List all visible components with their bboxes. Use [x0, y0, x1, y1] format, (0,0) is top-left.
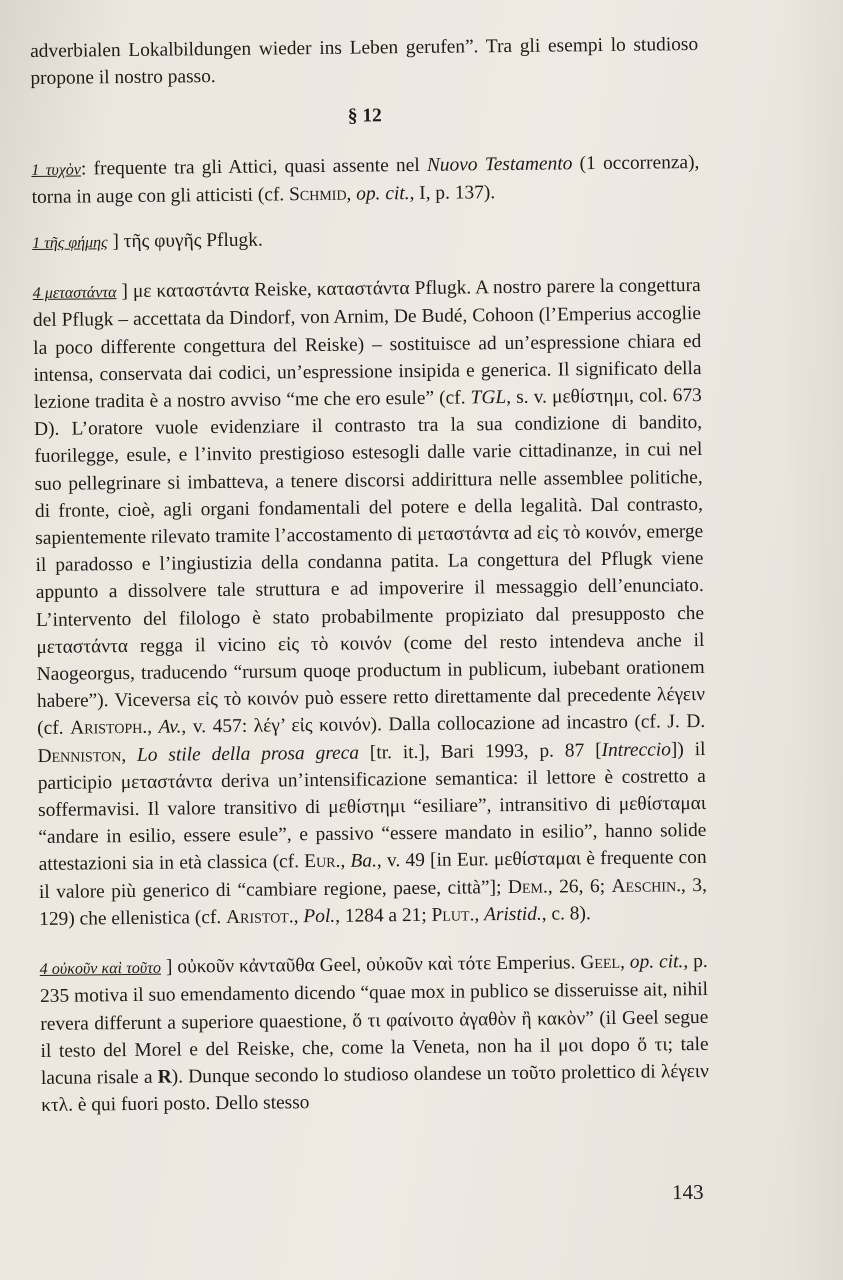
note-oukoun: 4 οὐκοῦν καὶ τοῦτο ] οὐκοῦν κἀνταῦθα Geel, οὐκοῦν καὶ τότε Emperius. Geel, op. cit., p. 235 motiva il suo emendamento dicendo “quae mox in publico se disseruisse ait, nihil revera differunt a superiore quaestione, ὅ τι φαίνοιτο ἀγαθὸν ἢ κακὸν” (il Geel segue il testo del Morel e del Reiske, che, come la Veneta, non ha il μοι dopo ὅ τι; tale lacuna risale a R). Dunque secondo lo studioso olandese un τοῦτο prolettico di λέγειν κτλ. è qui fuori posto. Dello stesso [39, 951, 709, 1117]
lemma: 4 μεταστάντα [32, 284, 117, 303]
note-phemes: 1 τῆς φήμης ] τῆς φυγῆς Pflugk. [32, 229, 263, 253]
page-number: 143 [671, 1179, 704, 1205]
note-metastanta: 4 μεταστάντα ] με καταστάντα Reiske, καταστάντα Pflugk. A nostro parere la congettura del Pflugk – accettata da Dindorf, von Arnim, De Budé, Cohoon (l’Emperius accoglie la poco differente congettura del Reiske) – sostituisce ad un’espressione chiara ed intensa, conservata dai codici, un’espressione insipida e generica. Il significato della lezione tradita è a nostro avviso “me che ero esule” (cf. TGL, s. v. μεθίστημι, col. 673 D). L’oratore vuole evidenziare il contrasto tra la sua condizione di bandito, fuorilegge, esule, e l’invito prestigioso estesogli dalle varie cittadinanze, in cui nel suo pellegrinare si imbatteva, a tenere discorsi addirittura nelle assemblee politiche, di fronte, cioè, agli organi fondamentali del potere e della legalità. Dal contrasto, sapientemente rilevato tramite l’accostamento di μεταστάντα ad εἰς τὸ κοινόν, emerge il paradosso e l’ingiustizia della condanna patita. La congettura del Pflugk viene appunto a dissolvere tale struttura e ad impoverire il messaggio dell’enunciato. L’intervento del filologo è stato probabilmente propiziato dal presupposto che μεταστάντα regga il vicino εἰς τὸ κοινόν (come del resto intendeva anche il Naogeorgus, traducendo “rursum quoqe productum in publicum, iubebant orationem habere”). Viceversa εἰς τὸ κοινόν può essere retto direttamente dal precedente λέγειν (cf. Aristoph., Av., v. 457: λέγ’ εἰς κοινόν). Dalla collocazione ad incastro (cf. J. D. Denniston, Lo stile della prosa greca [tr. it.], Bari 1993, p. 87 [Intreccio]) il participio μεταστάντα deriva un’intensificazione semantica: il lettore è costretto a soffermavisi. Il valore transitivo di μεθίστημι “esiliare”, intransitivo di μεθίσταμαι “andare in esilio, essere esule”, e passivo “essere mandato in esilio”, hanno solide attestazioni sia in età classica (cf. Eur., Ba., v. 49 [in Eur. μεθίσταμαι è frequente con il valore più generico di “cambiare regione, paese, città”]; Dem., 26, 6; Aeschin., 3, 129) che ellenistica (cf. Aristot., Pol., 1284 a 21; Plut., Aristid., c. 8). [32, 275, 708, 930]
intro-paragraph: adverbialen Lokalbildungen wieder ins Leben gerufen”. Tra gli esempi lo studioso propone il nostro passo. [30, 34, 699, 90]
note-tuxon: 1 τυχὸν: frequente tra gli Attici, quasi assente nel Nuovo Testamento (1 occorrenza), torna in auge con gli atticisti (cf. Schmid, op. cit., I, p. 137). [31, 151, 700, 208]
lemma: 1 τῆς φήμης [32, 234, 108, 253]
lemma: 4 οὐκοῦν καὶ τοῦτο [39, 959, 162, 979]
lemma: 1 τυχὸν [31, 161, 82, 179]
section-heading: § 12 [347, 105, 382, 128]
commentary-text [30, 31, 709, 1119]
page-shadow [783, 0, 843, 1280]
